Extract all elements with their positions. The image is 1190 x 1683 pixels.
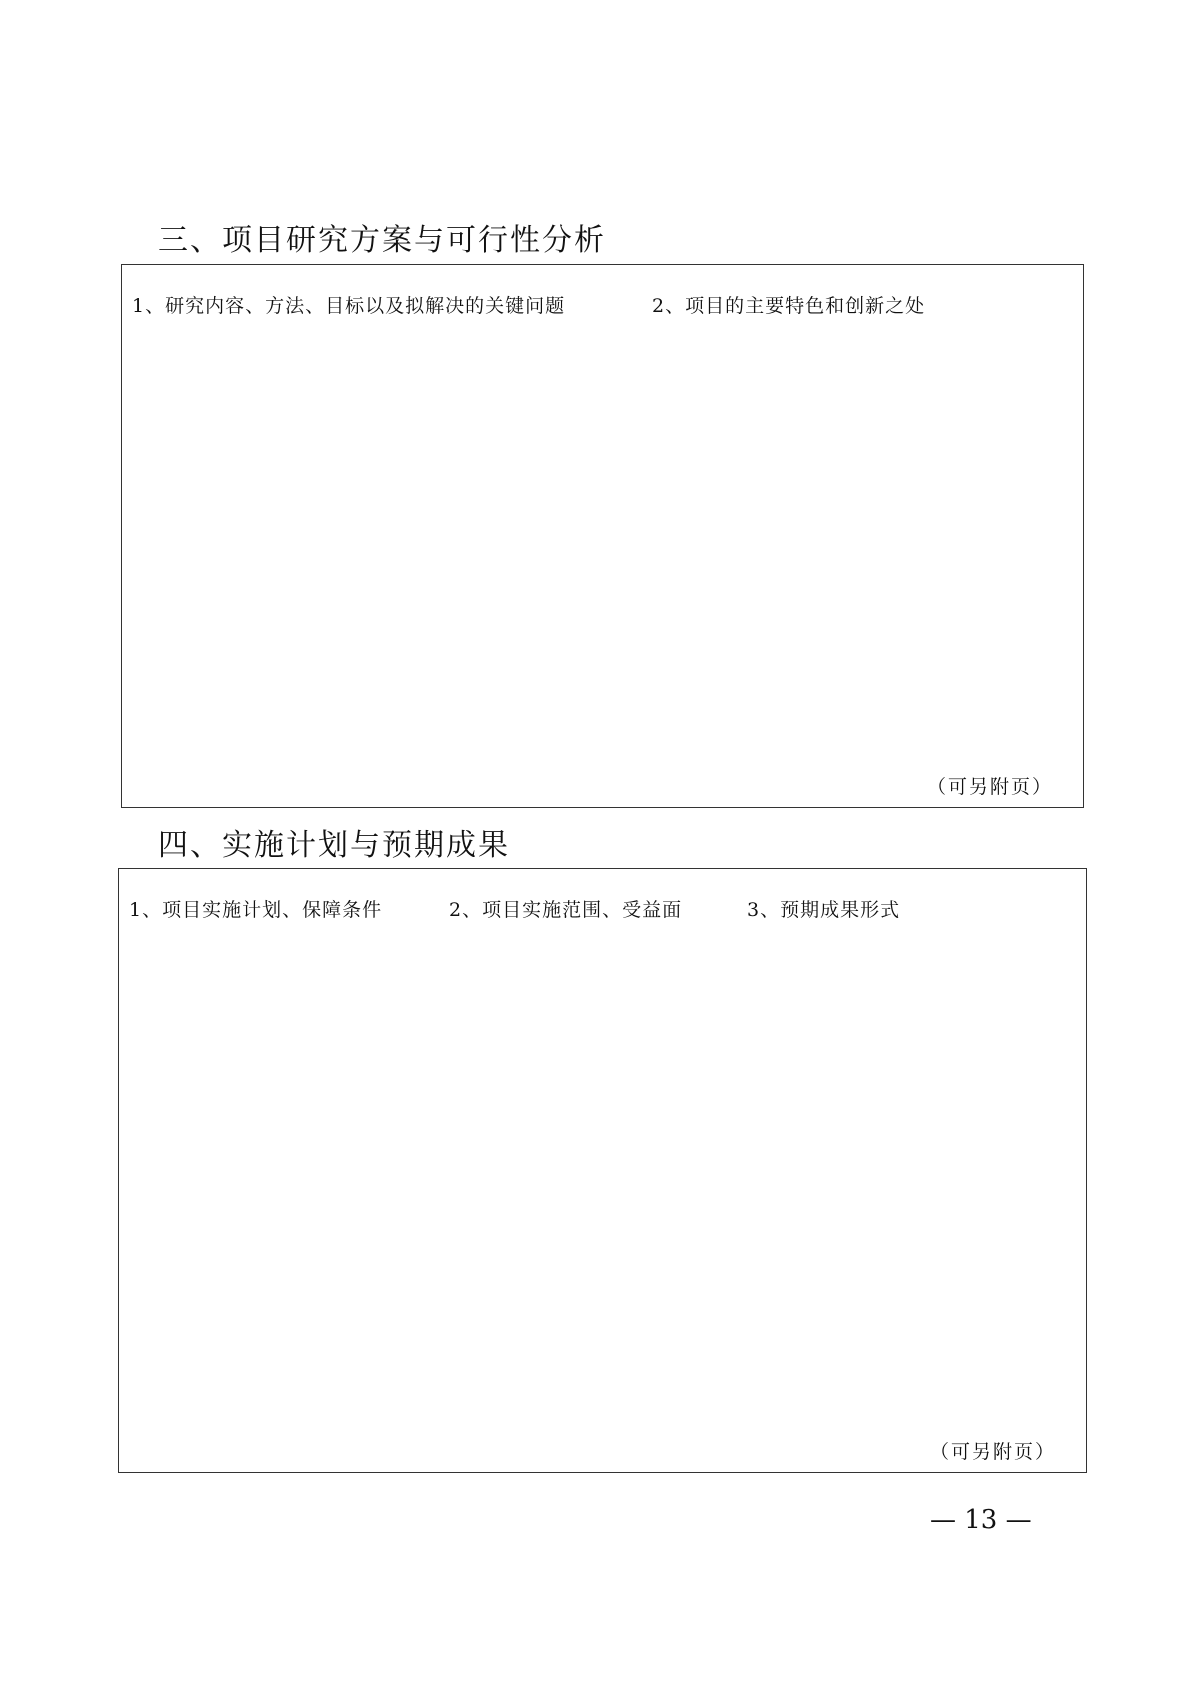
attach-note: （可另附页）: [929, 1441, 1056, 1463]
implementation-plan-prompts: [129, 895, 1076, 925]
prompt-research-content: 1、研究内容、方法、目标以及拟解决的关键问题: [132, 295, 566, 317]
prompt-expected-outcome: 3、预期成果形式: [747, 899, 901, 921]
section-heading-research-plan: 三、项目研究方案与可行性分析: [158, 223, 606, 258]
prompt-implementation-scope: 2、项目实施范围、受益面: [449, 899, 683, 921]
section-heading-implementation-plan: 四、实施计划与预期成果: [158, 828, 510, 863]
prompt-features-innovation: 2、项目的主要特色和创新之处: [652, 295, 926, 317]
page-number: — 13 —: [930, 1505, 1032, 1535]
research-plan-prompts: [132, 291, 1073, 321]
prompt-implementation-plan: 1、项目实施计划、保障条件: [129, 899, 383, 921]
implementation-plan-box[interactable]: [118, 868, 1087, 1473]
attach-note: （可另附页）: [926, 776, 1053, 798]
research-plan-box[interactable]: [121, 264, 1084, 808]
